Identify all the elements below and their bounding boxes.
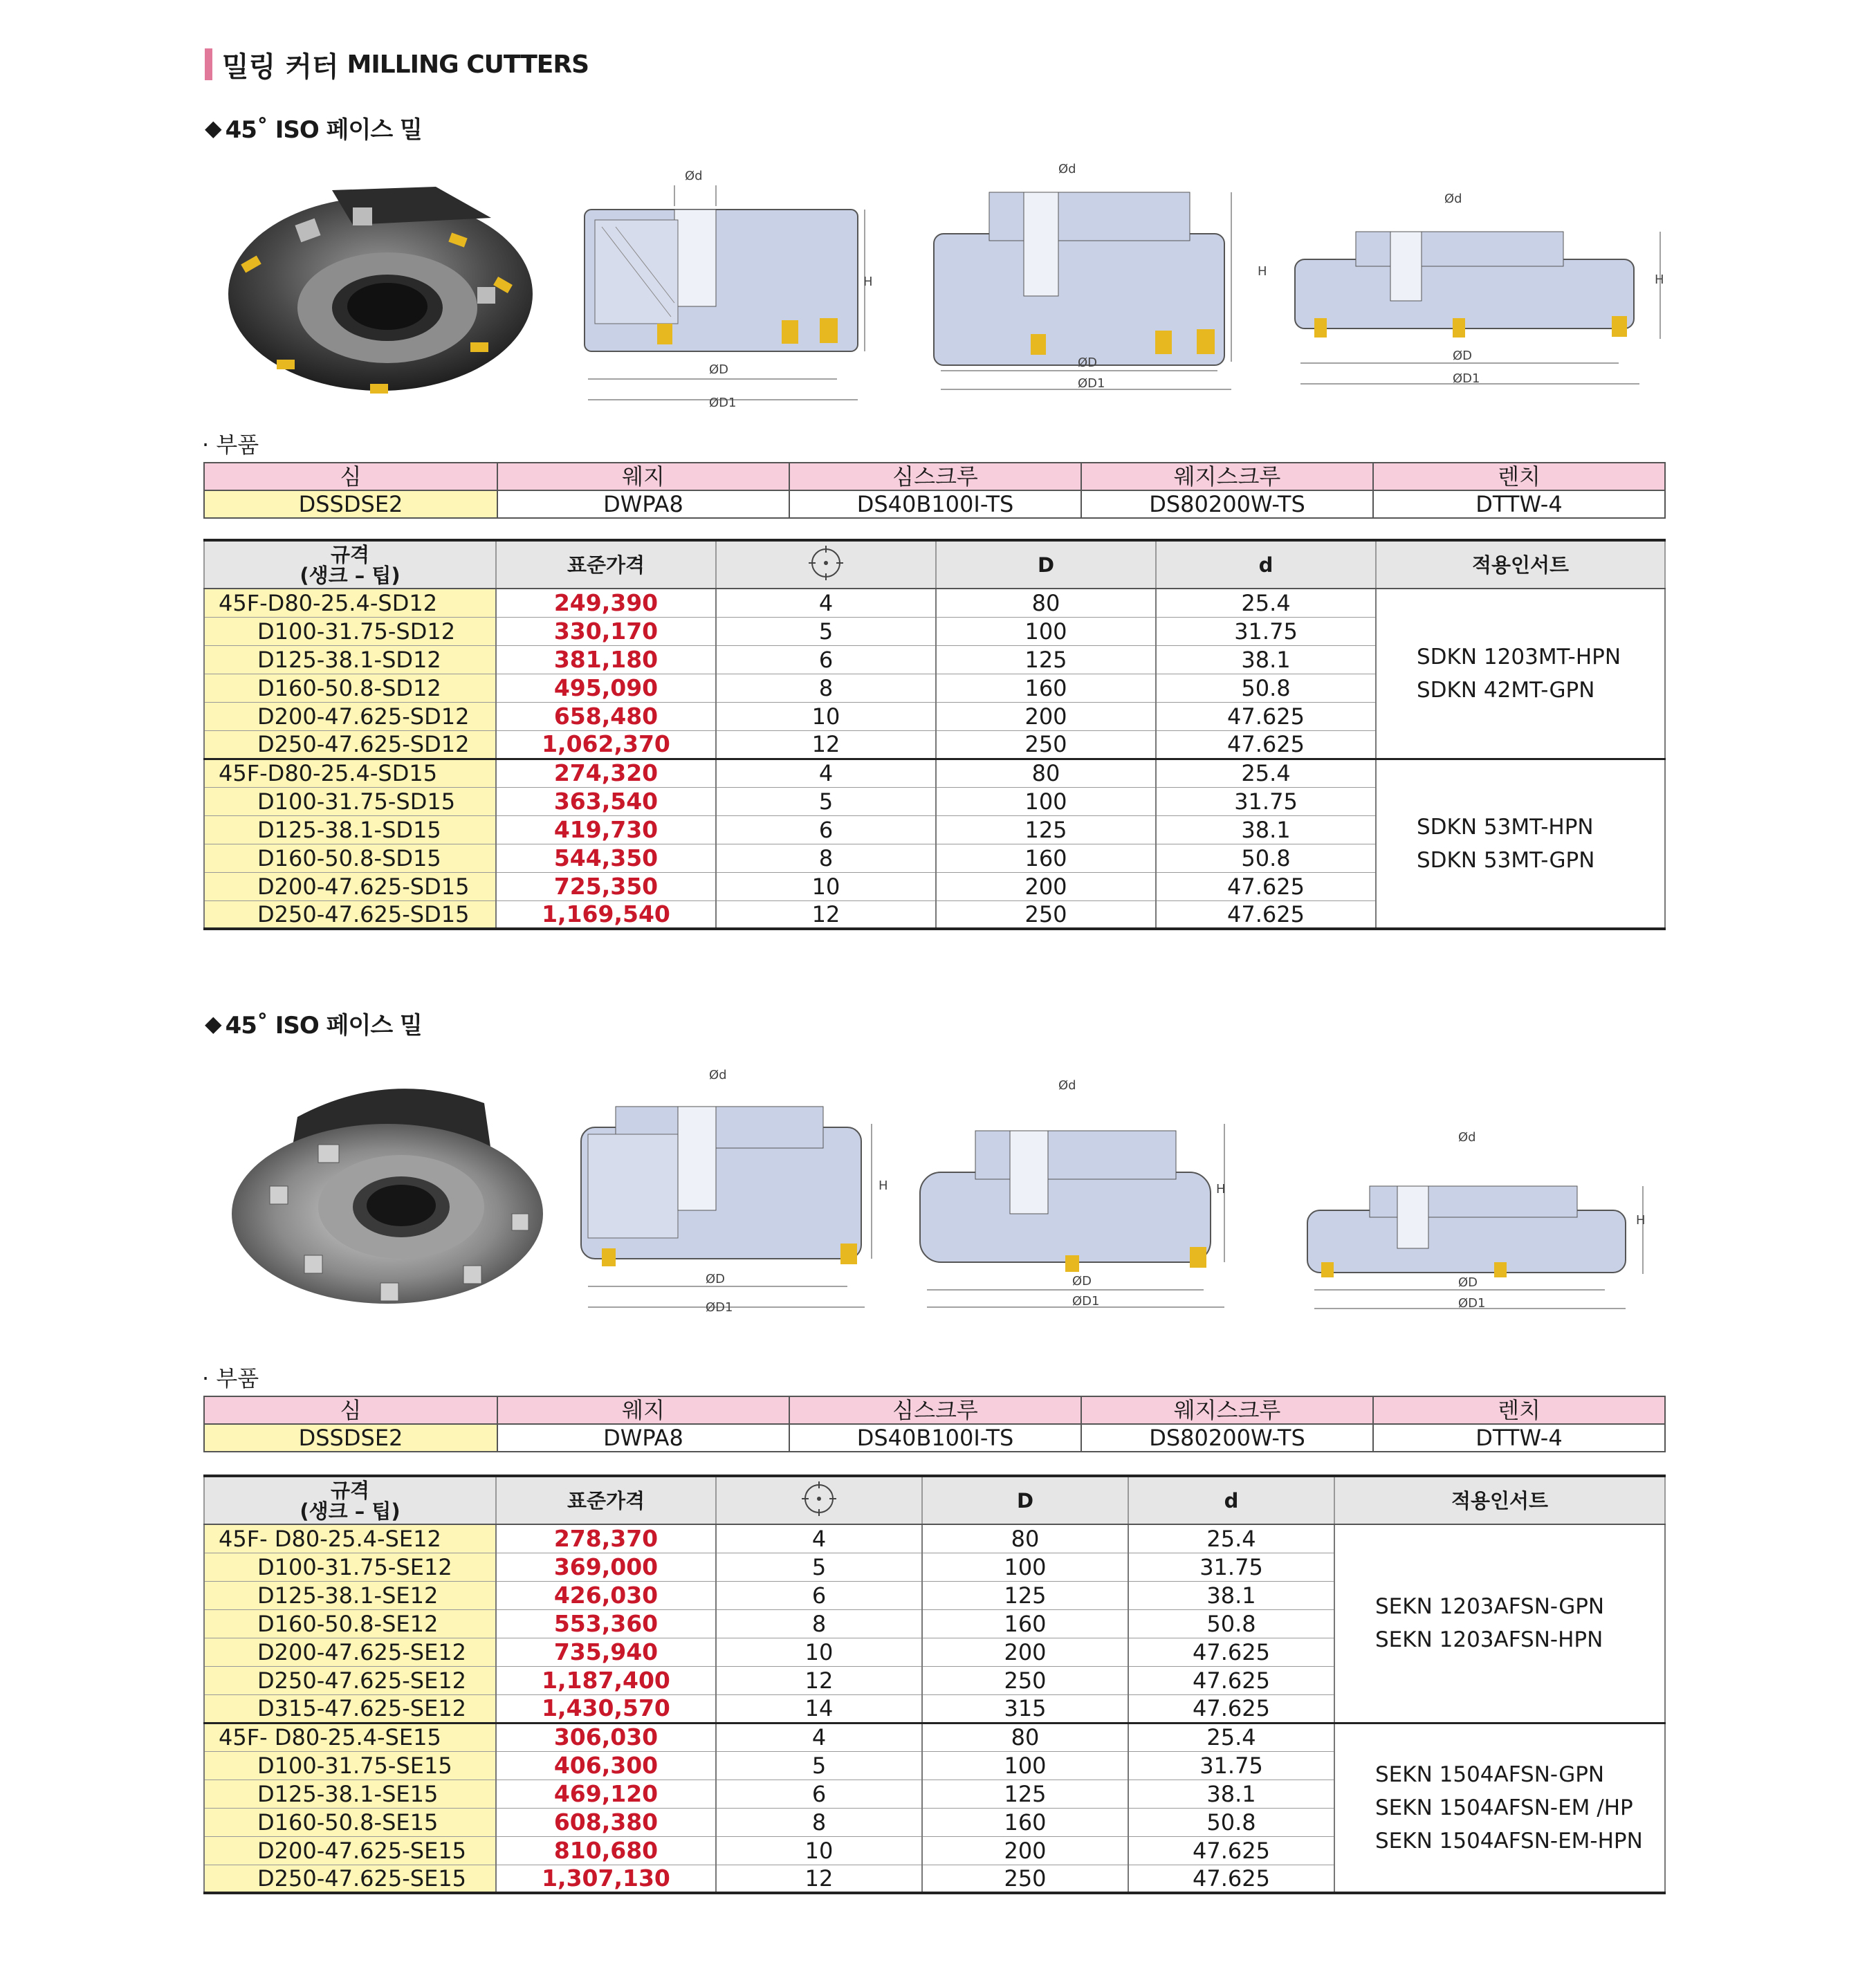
outer-diameter-cell: 200 xyxy=(936,702,1156,730)
outer-diameter-cell: 80 xyxy=(936,759,1156,787)
svg-text:Ød: Ød xyxy=(1058,1078,1076,1093)
diamond-bullet-icon: ◆ xyxy=(205,1010,221,1037)
bore-diameter-cell: 47.625 xyxy=(1128,1666,1334,1694)
svg-text:H: H xyxy=(863,275,873,289)
model-cell: 45F- D80-25.4-SE12 xyxy=(204,1524,496,1553)
parts-header-wedge-screw: 웨지스크루 xyxy=(1081,463,1373,490)
bore-diameter-cell: 50.8 xyxy=(1128,1609,1334,1638)
price-cell: 274,320 xyxy=(496,759,716,787)
insert-cell xyxy=(1376,589,1665,759)
spec-header-D: D xyxy=(936,540,1156,589)
parts-label-1: · 부품 xyxy=(202,432,259,458)
table-row xyxy=(204,759,1665,787)
model-cell: D200-47.625-SE15 xyxy=(204,1836,496,1865)
price-cell: 306,030 xyxy=(496,1723,716,1751)
spec-header-insert: 적용인서트 xyxy=(1334,1476,1665,1524)
insert-name: SDKN 42MT-GPN xyxy=(1417,677,1595,703)
parts-value-wedge: DWPA8 xyxy=(497,1424,789,1452)
insert-name: SEKN 1203AFSN-GPN xyxy=(1375,1594,1605,1620)
teeth-count-cell: 4 xyxy=(716,1723,922,1751)
teeth-count-cell: 12 xyxy=(716,900,936,929)
parts-header-shim-screw: 심스크루 xyxy=(789,463,1081,490)
bore-diameter-cell: 47.625 xyxy=(1156,730,1376,759)
svg-text:Ød: Ød xyxy=(709,1068,727,1082)
price-cell: 1,187,400 xyxy=(496,1666,716,1694)
outer-diameter-cell: 250 xyxy=(922,1666,1128,1694)
parts-value-wrench: DTTW-4 xyxy=(1373,490,1665,518)
teeth-count-cell: 6 xyxy=(716,645,936,674)
teeth-count-cell: 10 xyxy=(716,1836,922,1865)
price-cell: 1,430,570 xyxy=(496,1694,716,1723)
cutter-photo-2 xyxy=(221,1075,553,1311)
model-cell: D160-50.8-SD12 xyxy=(204,674,496,702)
parts-header-wedge-screw: 웨지스크루 xyxy=(1081,1396,1373,1424)
outer-diameter-cell: 125 xyxy=(936,645,1156,674)
parts-table-1 xyxy=(203,462,1666,519)
bore-diameter-cell: 47.625 xyxy=(1128,1865,1334,1893)
insert-name: SEKN 1504AFSN-GPN xyxy=(1375,1762,1605,1787)
model-cell: D250-47.625-SE15 xyxy=(204,1865,496,1893)
parts-value-wedge-screw: DS80200W-TS xyxy=(1081,490,1373,518)
svg-text:H: H xyxy=(1655,272,1664,287)
svg-text:Ød: Ød xyxy=(1058,162,1076,176)
svg-text:H: H xyxy=(1636,1213,1646,1228)
bore-diameter-cell: 50.8 xyxy=(1156,844,1376,872)
cutter-photo-1 xyxy=(214,176,546,398)
teeth-count-cell: 5 xyxy=(716,787,936,815)
bore-diameter-cell: 47.625 xyxy=(1156,872,1376,900)
teeth-count-cell: 8 xyxy=(716,1808,922,1836)
cutter-drawing-2c xyxy=(1300,1120,1660,1314)
teeth-count-cell: 6 xyxy=(716,1581,922,1609)
spec-header-price: 표준가격 xyxy=(496,1476,716,1524)
parts-header-wedge: 웨지 xyxy=(497,1396,789,1424)
outer-diameter-cell: 250 xyxy=(922,1865,1128,1893)
teeth-count-cell: 12 xyxy=(716,1865,922,1893)
cutter-drawing-2b xyxy=(913,1075,1231,1311)
price-cell: 658,480 xyxy=(496,702,716,730)
spec-header-model: 규격 (생크 – 팁) xyxy=(204,1476,496,1524)
table-row xyxy=(204,589,1665,617)
bore-diameter-cell: 25.4 xyxy=(1156,589,1376,617)
cutter-drawing-1a xyxy=(574,165,885,414)
bore-diameter-cell: 47.625 xyxy=(1128,1694,1334,1723)
price-cell: 419,730 xyxy=(496,815,716,844)
bore-diameter-cell: 31.75 xyxy=(1128,1553,1334,1581)
svg-text:ØD1: ØD1 xyxy=(706,1300,733,1315)
price-cell: 495,090 xyxy=(496,674,716,702)
price-cell: 735,940 xyxy=(496,1638,716,1666)
model-cell: D125-38.1-SD12 xyxy=(204,645,496,674)
model-cell: D200-47.625-SE12 xyxy=(204,1638,496,1666)
svg-text:ØD1: ØD1 xyxy=(1458,1296,1486,1311)
outer-diameter-cell: 160 xyxy=(936,844,1156,872)
model-cell: D160-50.8-SE12 xyxy=(204,1609,496,1638)
teeth-count-cell: 4 xyxy=(716,589,936,617)
bore-diameter-cell: 50.8 xyxy=(1156,674,1376,702)
outer-diameter-cell: 315 xyxy=(922,1694,1128,1723)
spec-table-2 xyxy=(203,1475,1666,1894)
price-cell: 406,300 xyxy=(496,1751,716,1780)
svg-text:H: H xyxy=(1258,264,1267,279)
parts-label-2: · 부품 xyxy=(202,1365,259,1392)
teeth-count-cell: 5 xyxy=(716,1553,922,1581)
svg-text:Ød: Ød xyxy=(1444,192,1462,206)
model-cell: D250-47.625-SE12 xyxy=(204,1666,496,1694)
teeth-count-cell: 14 xyxy=(716,1694,922,1723)
bore-diameter-cell: 38.1 xyxy=(1156,645,1376,674)
outer-diameter-cell: 160 xyxy=(922,1609,1128,1638)
insert-name: SDKN 53MT-HPN xyxy=(1417,814,1594,840)
teeth-count-cell: 8 xyxy=(716,674,936,702)
parts-value-wedge-screw: DS80200W-TS xyxy=(1081,1424,1373,1452)
svg-text:ØD1: ØD1 xyxy=(1453,371,1480,386)
bore-diameter-cell: 38.1 xyxy=(1128,1780,1334,1808)
parts-value-shim: DSSDSE2 xyxy=(204,490,497,518)
svg-text:H: H xyxy=(1216,1182,1226,1196)
model-cell: D250-47.625-SD12 xyxy=(204,730,496,759)
teeth-count-cell: 5 xyxy=(716,1751,922,1780)
model-cell: D125-38.1-SD15 xyxy=(204,815,496,844)
insert-cell xyxy=(1376,759,1665,929)
parts-header-wedge: 웨지 xyxy=(497,463,789,490)
parts-header-wrench: 렌치 xyxy=(1373,1396,1665,1424)
model-cell: D100-31.75-SE12 xyxy=(204,1553,496,1581)
outer-diameter-cell: 160 xyxy=(922,1808,1128,1836)
outer-diameter-cell: 100 xyxy=(922,1751,1128,1780)
svg-text:ØD1: ØD1 xyxy=(1072,1294,1100,1309)
price-cell: 810,680 xyxy=(496,1836,716,1865)
insert-name: SDKN 1203MT-HPN xyxy=(1417,644,1621,669)
outer-diameter-cell: 80 xyxy=(922,1524,1128,1553)
bore-diameter-cell: 38.1 xyxy=(1128,1581,1334,1609)
teeth-count-cell: 8 xyxy=(716,1609,922,1638)
price-cell: 469,120 xyxy=(496,1780,716,1808)
svg-text:ØD: ØD xyxy=(1072,1274,1092,1288)
model-cell: 45F-D80-25.4-SD12 xyxy=(204,589,496,617)
section-1-title: ◆ 45˚ ISO 페이스 밀 xyxy=(205,114,422,144)
outer-diameter-cell: 250 xyxy=(936,900,1156,929)
parts-value-shim-screw: DS40B100I-TS xyxy=(789,490,1081,518)
bore-diameter-cell: 47.625 xyxy=(1128,1638,1334,1666)
outer-diameter-cell: 125 xyxy=(936,815,1156,844)
insert-name: SEKN 1504AFSN-EM-HPN xyxy=(1375,1828,1643,1854)
outer-diameter-cell: 160 xyxy=(936,674,1156,702)
bore-diameter-cell: 47.625 xyxy=(1128,1836,1334,1865)
outer-diameter-cell: 125 xyxy=(922,1780,1128,1808)
insert-cell xyxy=(1334,1723,1665,1893)
model-cell: D250-47.625-SD15 xyxy=(204,900,496,929)
cutter-drawing-1c xyxy=(1287,190,1674,398)
outer-diameter-cell: 250 xyxy=(936,730,1156,759)
model-cell: D100-31.75-SD12 xyxy=(204,617,496,645)
price-cell: 544,350 xyxy=(496,844,716,872)
outer-diameter-cell: 80 xyxy=(936,589,1156,617)
svg-text:Ød: Ød xyxy=(1458,1130,1476,1145)
price-cell: 330,170 xyxy=(496,617,716,645)
spec-header-insert: 적용인서트 xyxy=(1376,540,1665,589)
price-cell: 1,169,540 xyxy=(496,900,716,929)
price-cell: 1,307,130 xyxy=(496,1865,716,1893)
model-cell: D200-47.625-SD12 xyxy=(204,702,496,730)
model-cell: D125-38.1-SE15 xyxy=(204,1780,496,1808)
price-cell: 725,350 xyxy=(496,872,716,900)
page-title xyxy=(205,47,589,82)
cutter-teeth-icon xyxy=(716,540,936,589)
model-cell: D125-38.1-SE12 xyxy=(204,1581,496,1609)
bore-diameter-cell: 31.75 xyxy=(1156,617,1376,645)
insert-name: SEKN 1203AFSN-HPN xyxy=(1375,1627,1603,1653)
outer-diameter-cell: 200 xyxy=(922,1836,1128,1865)
svg-text:ØD1: ØD1 xyxy=(709,396,737,410)
outer-diameter-cell: 100 xyxy=(936,617,1156,645)
spec-header-d: d xyxy=(1156,540,1376,589)
svg-text:H: H xyxy=(879,1179,888,1193)
spec-header-price: 표준가격 xyxy=(496,540,716,589)
model-cell: D100-31.75-SD15 xyxy=(204,787,496,815)
outer-diameter-cell: 200 xyxy=(936,872,1156,900)
price-cell: 426,030 xyxy=(496,1581,716,1609)
price-cell: 1,062,370 xyxy=(496,730,716,759)
title-accent-bar xyxy=(205,48,212,80)
parts-header-shim-screw: 심스크루 xyxy=(789,1396,1081,1424)
cutter-teeth-icon xyxy=(716,1476,922,1524)
parts-table-2 xyxy=(203,1396,1666,1452)
price-cell: 369,000 xyxy=(496,1553,716,1581)
svg-text:ØD: ØD xyxy=(706,1272,726,1286)
price-cell: 553,360 xyxy=(496,1609,716,1638)
parts-header-shim: 심 xyxy=(204,463,497,490)
price-cell: 278,370 xyxy=(496,1524,716,1553)
bore-diameter-cell: 31.75 xyxy=(1156,787,1376,815)
teeth-count-cell: 4 xyxy=(716,759,936,787)
bore-diameter-cell: 50.8 xyxy=(1128,1808,1334,1836)
model-cell: D100-31.75-SE15 xyxy=(204,1751,496,1780)
svg-text:ØD: ØD xyxy=(1458,1275,1478,1290)
model-cell: 45F-D80-25.4-SD15 xyxy=(204,759,496,787)
price-cell: 363,540 xyxy=(496,787,716,815)
insert-name: SDKN 53MT-GPN xyxy=(1417,847,1595,873)
teeth-count-cell: 12 xyxy=(716,1666,922,1694)
svg-text:ØD: ØD xyxy=(1453,349,1473,363)
page-title-english: MILLING CUTTERS xyxy=(347,50,589,79)
bore-diameter-cell: 25.4 xyxy=(1128,1524,1334,1553)
spec-table-1 xyxy=(203,539,1666,930)
model-cell: D160-50.8-SD15 xyxy=(204,844,496,872)
teeth-count-cell: 6 xyxy=(716,815,936,844)
cutter-drawing-1b xyxy=(927,162,1267,400)
teeth-count-cell: 5 xyxy=(716,617,936,645)
model-cell: D200-47.625-SD15 xyxy=(204,872,496,900)
cutter-drawing-2a xyxy=(574,1065,888,1315)
parts-value-wedge: DWPA8 xyxy=(497,490,789,518)
bore-diameter-cell: 47.625 xyxy=(1156,900,1376,929)
insert-cell xyxy=(1334,1524,1665,1723)
teeth-count-cell: 12 xyxy=(716,730,936,759)
insert-name: SEKN 1504AFSN-EM /HP xyxy=(1375,1795,1633,1820)
svg-text:Ød: Ød xyxy=(685,169,703,183)
teeth-count-cell: 10 xyxy=(716,1638,922,1666)
svg-text:ØD: ØD xyxy=(1078,355,1098,370)
diamond-bullet-icon: ◆ xyxy=(205,114,221,141)
teeth-count-cell: 8 xyxy=(716,844,936,872)
bore-diameter-cell: 25.4 xyxy=(1128,1723,1334,1751)
table-row xyxy=(204,1723,1665,1751)
model-cell: D160-50.8-SE15 xyxy=(204,1808,496,1836)
model-cell: D315-47.625-SE12 xyxy=(204,1694,496,1723)
teeth-count-cell: 4 xyxy=(716,1524,922,1553)
bore-diameter-cell: 31.75 xyxy=(1128,1751,1334,1780)
svg-text:ØD: ØD xyxy=(709,362,729,377)
parts-value-shim-screw: DS40B100I-TS xyxy=(789,1424,1081,1452)
outer-diameter-cell: 80 xyxy=(922,1723,1128,1751)
spec-header-D: D xyxy=(922,1476,1128,1524)
outer-diameter-cell: 125 xyxy=(922,1581,1128,1609)
outer-diameter-cell: 100 xyxy=(922,1553,1128,1581)
outer-diameter-cell: 100 xyxy=(936,787,1156,815)
bore-diameter-cell: 38.1 xyxy=(1156,815,1376,844)
parts-header-wrench: 렌치 xyxy=(1373,463,1665,490)
parts-header-shim: 심 xyxy=(204,1396,497,1424)
outer-diameter-cell: 200 xyxy=(922,1638,1128,1666)
parts-value-shim: DSSDSE2 xyxy=(204,1424,497,1452)
price-cell: 608,380 xyxy=(496,1808,716,1836)
table-row xyxy=(204,1524,1665,1553)
teeth-count-cell: 10 xyxy=(716,702,936,730)
bore-diameter-cell: 47.625 xyxy=(1156,702,1376,730)
page-title-korean: 밀링 커터 xyxy=(222,50,339,83)
teeth-count-cell: 6 xyxy=(716,1780,922,1808)
svg-text:ØD1: ØD1 xyxy=(1078,376,1105,391)
teeth-count-cell: 10 xyxy=(716,872,936,900)
spec-header-d: d xyxy=(1128,1476,1334,1524)
section-2-title: ◆ 45˚ ISO 페이스 밀 xyxy=(205,1010,422,1039)
bore-diameter-cell: 25.4 xyxy=(1156,759,1376,787)
price-cell: 381,180 xyxy=(496,645,716,674)
model-cell: 45F- D80-25.4-SE15 xyxy=(204,1723,496,1751)
spec-header-model: 규격 (생크 – 팁) xyxy=(204,540,496,589)
price-cell: 249,390 xyxy=(496,589,716,617)
parts-value-wrench: DTTW-4 xyxy=(1373,1424,1665,1452)
